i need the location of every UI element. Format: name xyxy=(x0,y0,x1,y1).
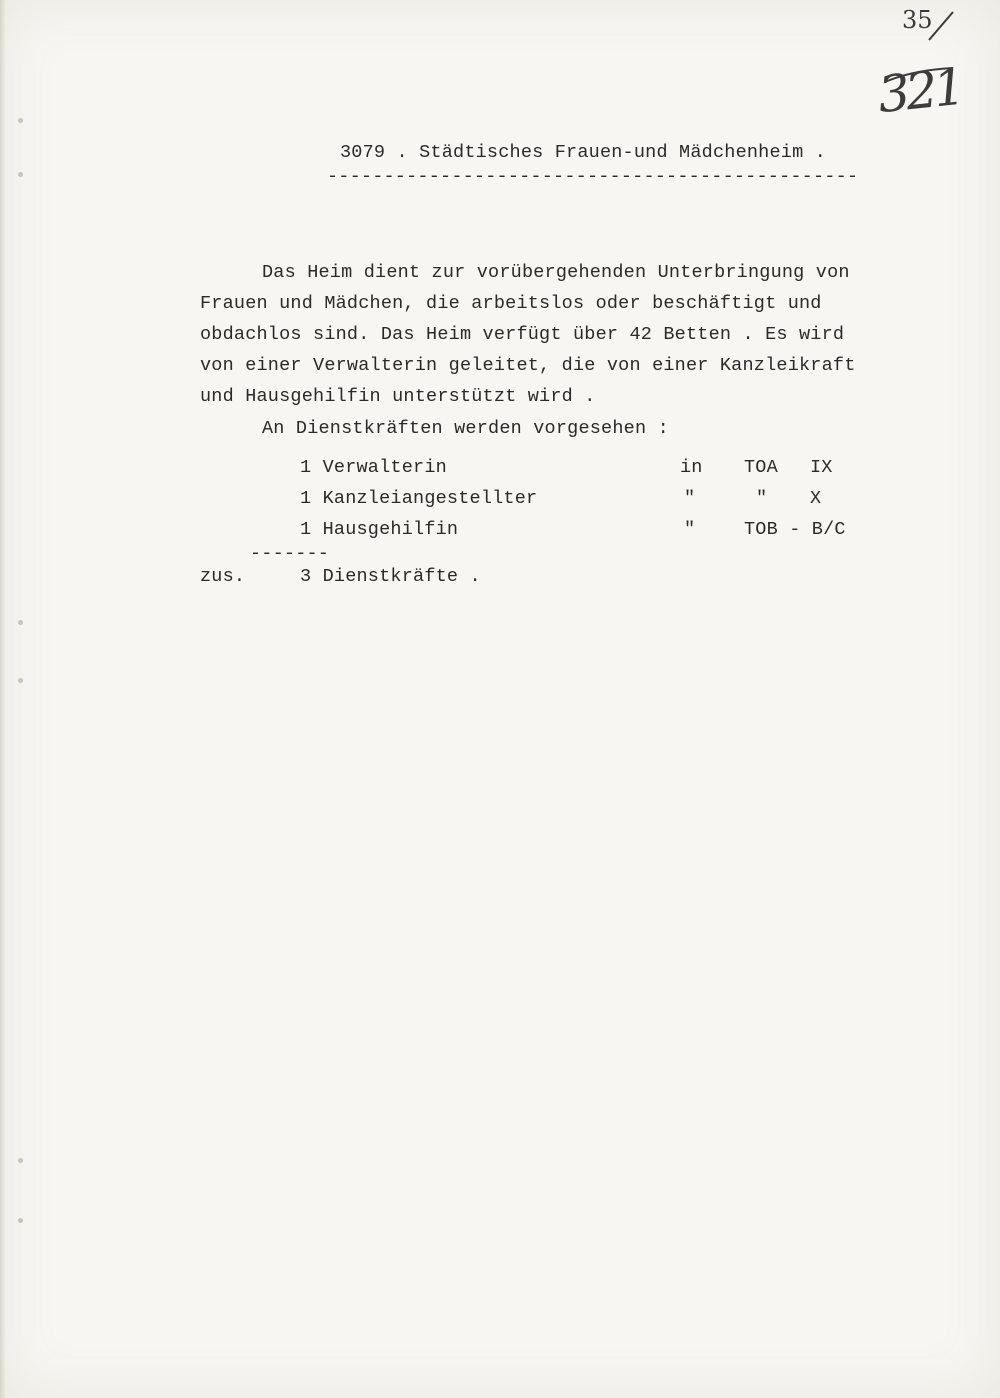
staff-in: " xyxy=(684,519,696,540)
paragraph-line: Das Heim dient zur vorübergehenden Unterbringung von xyxy=(262,262,850,283)
staff-in: in xyxy=(680,457,703,478)
binding-hole xyxy=(18,118,23,123)
staff-item: 1 Kanzleiangestellter xyxy=(300,488,538,509)
total-value: 3 Dienstkräfte . xyxy=(300,566,481,587)
binding-hole xyxy=(18,172,23,177)
heading-underline: ----------------------------------------------- xyxy=(327,166,859,187)
sum-rule: ------- xyxy=(250,543,330,564)
binding-hole xyxy=(18,1218,23,1223)
staff-pay-class: X xyxy=(810,488,822,509)
binding-hole xyxy=(18,678,23,683)
binding-hole xyxy=(18,620,23,625)
paragraph-line: obdachlos sind. Das Heim verfügt über 42 Betten . Es wird xyxy=(200,324,845,345)
staff-pay-group: " xyxy=(756,488,768,509)
total-label: zus. xyxy=(200,566,246,587)
staff-pay-class: IX xyxy=(810,457,833,478)
staff-pay-group: TOA xyxy=(744,457,778,478)
staff-item: 1 Hausgehilfin xyxy=(300,519,459,540)
staff-pay-group: TOB - B/C xyxy=(744,519,846,540)
paragraph-line: An Dienstkräften werden vorgesehen : xyxy=(262,418,669,439)
staff-in: " xyxy=(684,488,696,509)
paragraph-line: von einer Verwalterin geleitet, die von einer Kanzleikraft xyxy=(200,355,856,376)
page-number: 35 xyxy=(902,6,933,34)
page-number-slash xyxy=(925,8,957,44)
paragraph-line: und Hausgehilfin unterstützt wird . xyxy=(200,386,596,407)
staff-item: 1 Verwalterin xyxy=(300,457,447,478)
binding-hole xyxy=(18,1158,23,1163)
page-edge-shadow xyxy=(0,0,6,1398)
handwritten-folio-number: 321 xyxy=(875,57,965,125)
section-heading: 3079 . Städtisches Frauen-und Mädchenheim . xyxy=(340,142,826,163)
paragraph-line: Frauen und Mädchen, die arbeitslos oder beschäftigt und xyxy=(200,293,822,314)
